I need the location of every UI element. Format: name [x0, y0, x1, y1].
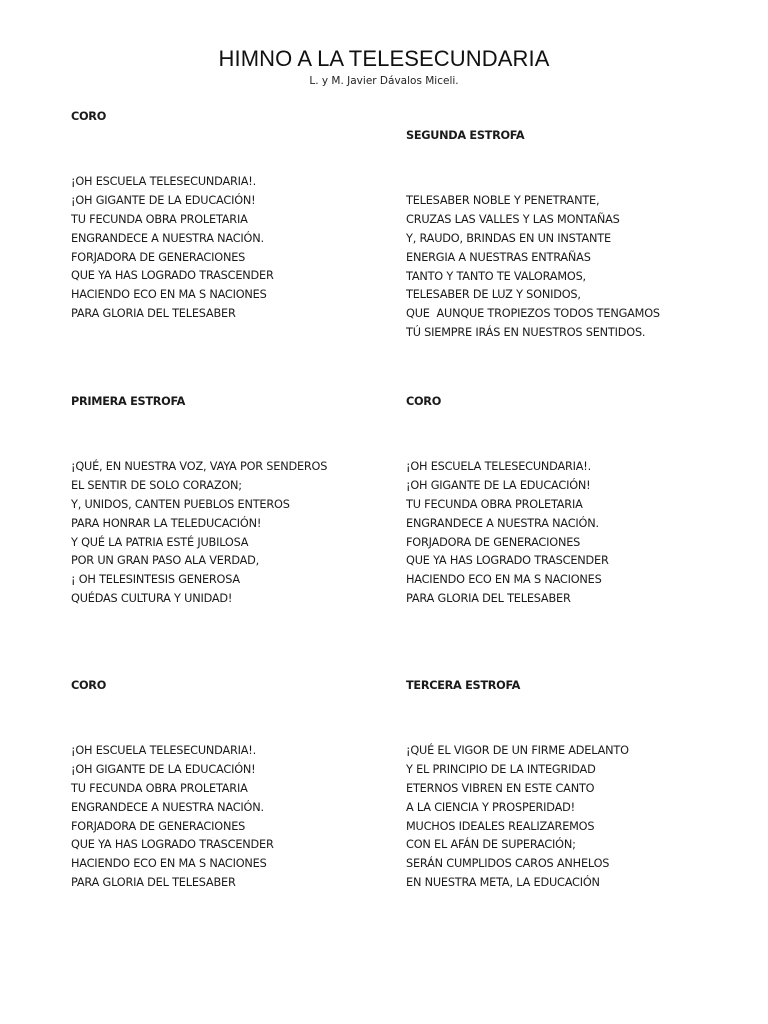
verse-line: QUÉDAS CULTURA Y UNIDAD! [71, 592, 233, 606]
section-segunda-estrofa [406, 127, 660, 343]
verse-line: QUE YA HAS LOGRADO TRASCENDER [71, 838, 274, 852]
verse-line: FORJADORA DE GENERACIONES [406, 535, 581, 549]
verse-line: TÚ SIEMPRE IRÁS EN NUESTROS SENTIDOS. [406, 326, 646, 340]
verse-line: ENERGIA A NUESTRAS ENTRAÑAS [406, 250, 591, 264]
verse-line: ENGRANDECE A NUESTRA NACIÓN. [406, 516, 599, 530]
verse-line: TELESABER DE LUZ Y SONIDOS, [406, 288, 581, 302]
verse-line: ¡OH ESCUELA TELESECUNDARIA!. [71, 175, 257, 188]
verse-line: ENGRANDECE A NUESTRA NACIÓN. [71, 231, 264, 245]
verse-line: CRUZAS LAS VALLES Y LAS MONTAÑAS [406, 212, 620, 226]
verse-line: PARA GLORIA DEL TELESABER [71, 876, 236, 890]
verse-line: ENGRANDECE A NUESTRA NACIÓN. [71, 800, 264, 814]
verse-line: Y QUÉ LA PATRIA ESTÉ JUBILOSA [71, 535, 249, 549]
document-title: HIMNO A LA TELESECUNDARIA [218, 46, 550, 71]
verse-line: POR UN GRAN PASO ALA VERDAD, [71, 554, 260, 568]
verse-line: ¡OH GIGANTE DE LA EDUCACIÓN! [406, 478, 591, 492]
verse-line: A LA CIENCIA Y PROSPERIDAD! [406, 800, 575, 814]
section-heading: CORO [406, 395, 441, 408]
verse-lines [406, 458, 609, 609]
verse-line: ¡QUÉ, EN NUESTRA VOZ, VAYA POR SENDEROS [71, 460, 328, 473]
verse-line: ¡OH ESCUELA TELESECUNDARIA!. [71, 744, 257, 757]
verse-line: Y, UNIDOS, CANTEN PUEBLOS ENTEROS [71, 497, 290, 511]
verse-line: EN NUESTRA META, LA EDUCACIÓN [406, 876, 600, 890]
verse-line: HACIENDO ECO EN MA S NACIONES [406, 573, 602, 587]
section-heading: PRIMERA ESTROFA [71, 395, 186, 408]
section-coro-2 [406, 393, 609, 609]
verse-line: ¡OH GIGANTE DE LA EDUCACIÓN! [71, 193, 256, 207]
verse-line: ¡ OH TELESINTESIS GENEROSA [71, 573, 240, 587]
document-author: L. y M. Javier Dávalos Miceli. [309, 75, 459, 87]
verse-line: CON EL AFÁN DE SUPERACIÓN; [406, 838, 576, 852]
verse-lines [406, 192, 660, 343]
section-heading: CORO [71, 110, 106, 123]
verse-line: TANTO Y TANTO TE VALORAMOS, [406, 269, 586, 283]
verse-lines [71, 173, 274, 324]
verse-line: FORJADORA DE GENERACIONES [71, 819, 246, 833]
verse-line: ETERNOS VIBREN EN ESTE CANTO [406, 781, 595, 795]
verse-line: PARA HONRAR LA TELEDUCACIÓN! [71, 516, 262, 530]
section-coro-3 [71, 677, 274, 893]
verse-line: HACIENDO ECO EN MA S NACIONES [71, 857, 267, 871]
verse-line: ¡OH GIGANTE DE LA EDUCACIÓN! [71, 762, 256, 776]
verse-line: SERÁN CUMPLIDOS CAROS ANHELOS [406, 857, 610, 871]
verse-line: HACIENDO ECO EN MA S NACIONES [71, 288, 267, 302]
verse-line: QUE YA HAS LOGRADO TRASCENDER [71, 269, 274, 283]
verse-line: TELESABER NOBLE Y PENETRANTE, [406, 194, 600, 207]
section-tercera-estrofa [406, 677, 629, 893]
verse-lines [71, 742, 274, 893]
section-heading: TERCERA ESTROFA [406, 679, 521, 692]
verse-line: PARA GLORIA DEL TELESABER [71, 307, 236, 321]
verse-lines [406, 742, 629, 893]
verse-line: PARA GLORIA DEL TELESABER [406, 592, 571, 606]
section-heading: SEGUNDA ESTROFA [406, 129, 525, 142]
verse-line: EL SENTIR DE SOLO CORAZON; [71, 478, 242, 492]
verse-line: TU FECUNDA OBRA PROLETARIA [71, 212, 248, 226]
verse-line: Y EL PRINCIPIO DE LA INTEGRIDAD [406, 762, 596, 776]
verse-line: MUCHOS IDEALES REALIZAREMOS [406, 819, 595, 833]
verse-line: FORJADORA DE GENERACIONES [71, 250, 246, 264]
verse-line: QUE YA HAS LOGRADO TRASCENDER [406, 554, 609, 568]
verse-line: Y, RAUDO, BRINDAS EN UN INSTANTE [406, 231, 611, 245]
verse-line: TU FECUNDA OBRA PROLETARIA [406, 497, 583, 511]
section-primera-estrofa [71, 393, 327, 609]
section-heading: CORO [71, 679, 106, 692]
verse-line: TU FECUNDA OBRA PROLETARIA [71, 781, 248, 795]
section-coro-1 [71, 108, 274, 324]
verse-line: ¡OH ESCUELA TELESECUNDARIA!. [406, 460, 592, 473]
verse-lines [71, 458, 327, 609]
verse-line: QUE AUNQUE TROPIEZOS TODOS TENGAMOS [406, 307, 660, 321]
verse-line: ¡QUÉ EL VIGOR DE UN FIRME ADELANTO [406, 744, 629, 757]
